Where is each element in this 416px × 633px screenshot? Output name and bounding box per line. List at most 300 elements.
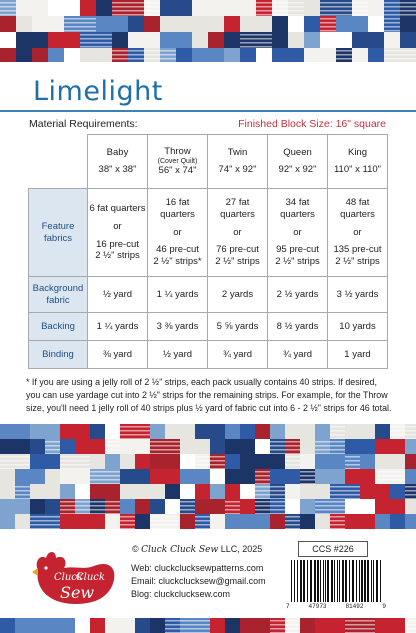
quilt-stripe <box>105 509 120 511</box>
quilt-stripe <box>144 6 160 8</box>
quilt-stripe <box>345 460 360 462</box>
quilt-stripe <box>384 14 400 16</box>
quilt-stripe <box>285 460 300 462</box>
quilt-patch <box>30 439 45 454</box>
quilt-patch <box>192 48 224 62</box>
quilt-patch <box>150 618 165 633</box>
quilt-stripe <box>375 471 405 473</box>
quilt-stripe <box>270 509 285 511</box>
quilt-stripe <box>0 2 16 4</box>
quilt-patch <box>30 499 45 514</box>
quilt-patch <box>60 484 75 499</box>
quilt-stripe <box>120 516 135 518</box>
quilt-stripe <box>0 46 16 48</box>
quilt-patch <box>0 469 15 484</box>
quilt-stripe <box>330 426 345 428</box>
quilt-stripe <box>30 520 60 522</box>
quilt-stripe <box>75 490 90 492</box>
quilt-patch <box>60 424 75 439</box>
quilt-stripe <box>352 14 368 16</box>
column-header-queen: Queen 92" x 92" <box>268 135 328 189</box>
quilt-stripe <box>400 2 416 4</box>
quilt-stripe <box>300 475 315 477</box>
quilt-stripe <box>112 54 128 56</box>
quilt-stripe <box>285 624 300 626</box>
quilt-stripe <box>15 494 30 496</box>
quilt-patch <box>345 514 375 529</box>
quilt-stripe <box>240 46 272 48</box>
quilt-patch <box>45 469 60 484</box>
quilt-stripe <box>112 6 144 8</box>
quilt-stripe <box>315 445 330 447</box>
quilt-stripe <box>285 524 300 526</box>
table-row-binding <box>29 341 388 369</box>
quilt-patch <box>32 48 48 62</box>
backing-cell: 8 ½ yards <box>268 313 328 341</box>
row-label-background: Background fabric <box>29 277 88 313</box>
quilt-stripe <box>225 501 240 503</box>
quilt-stripe <box>90 501 105 503</box>
quilt-patch <box>225 514 240 529</box>
quilt-stripe <box>160 50 176 52</box>
quilt-patch <box>16 48 32 62</box>
quilt-stripe <box>405 426 416 428</box>
quilt-stripe <box>0 6 16 8</box>
barcode-bar <box>339 560 340 602</box>
barcode-bar <box>331 560 333 602</box>
barcode-icon <box>289 560 383 608</box>
quilt-stripe <box>270 628 285 630</box>
barcode-bar <box>307 560 308 602</box>
quilt-patch <box>135 499 150 514</box>
quilt-patch <box>90 618 105 633</box>
feature-cell-queen: 34 fat quarters or 95 pre-cut 2 ½" strips <box>268 189 328 277</box>
quilt-patch <box>105 618 135 633</box>
quilt-patch <box>352 48 368 62</box>
quilt-stripe <box>330 441 345 443</box>
quilt-stripe <box>285 628 300 630</box>
quilt-patch <box>285 424 315 439</box>
quilt-patch <box>256 48 272 62</box>
quilt-stripe <box>120 520 135 522</box>
quilt-patch <box>210 618 225 633</box>
quilt-stripe <box>90 479 120 481</box>
quilt-patch <box>375 499 405 514</box>
blog-link[interactable]: Blog: cluckclucksew.com <box>131 589 231 599</box>
quilt-stripe <box>405 628 416 630</box>
quilt-patch <box>285 484 300 499</box>
quilt-stripe <box>210 460 225 462</box>
background-cell: 1 ¼ yards <box>148 277 208 313</box>
quilt-stripe <box>270 620 285 622</box>
quilt-stripe <box>315 505 345 507</box>
quilt-stripe <box>368 30 384 32</box>
quilt-stripe <box>210 471 225 473</box>
quilt-stripe <box>240 34 272 36</box>
quilt-patch <box>64 48 80 62</box>
quilt-patch <box>288 32 304 48</box>
quilt-stripe <box>105 449 120 451</box>
quilt-patch <box>150 424 165 439</box>
quilt-stripe <box>285 445 300 447</box>
quilt-stripe <box>384 26 400 28</box>
barcode-bar <box>317 560 319 602</box>
quilt-stripe <box>330 449 345 451</box>
quilt-patch <box>80 0 96 16</box>
quilt-stripe <box>368 26 384 28</box>
quilt-stripe <box>384 58 416 60</box>
quilt-stripe <box>180 509 195 511</box>
quilt-patch <box>255 454 285 469</box>
quilt-patch <box>345 424 375 439</box>
quilt-stripe <box>64 22 96 24</box>
material-requirements-label: Material Requirements: <box>29 118 138 130</box>
quilt-stripe <box>315 509 345 511</box>
quilt-stripe <box>288 6 304 8</box>
quilt-patch <box>270 514 285 529</box>
quilt-stripe <box>105 505 120 507</box>
quilt-patch <box>96 0 112 16</box>
barcode-bar <box>356 560 357 602</box>
quilt-stripe <box>320 18 336 20</box>
quilt-stripe <box>270 441 285 443</box>
table-row-backing <box>29 313 388 341</box>
quilt-stripe <box>180 620 210 622</box>
quilt-stripe <box>272 14 288 16</box>
quilt-patch <box>360 484 390 499</box>
barcode-bar <box>337 560 338 602</box>
quilt-stripe <box>405 430 416 432</box>
quilt-stripe <box>0 14 16 16</box>
quilt-patch <box>75 424 90 439</box>
quilt-patch <box>390 484 405 499</box>
column-header-twin: Twin 74" x 92" <box>208 135 268 189</box>
background-cell: 2 ½ yards <box>268 277 328 313</box>
quilt-patch <box>300 499 315 514</box>
barcode-bar <box>359 560 360 602</box>
quilt-patch <box>135 618 150 633</box>
logo-word-3: Sew <box>60 583 95 602</box>
quilt-patch <box>32 16 48 32</box>
quilt-patch <box>180 514 195 529</box>
quilt-stripe <box>180 464 195 466</box>
quilt-stripe <box>195 456 210 458</box>
quilt-stripe <box>255 471 270 473</box>
binding-cell: 1 yard <box>328 341 388 369</box>
quilt-stripe <box>0 10 16 12</box>
quilt-patch <box>315 424 330 439</box>
barcode-bar <box>376 560 378 602</box>
quilt-stripe <box>30 516 60 518</box>
quilt-stripe <box>345 628 375 630</box>
quilt-patch <box>368 32 384 48</box>
quilt-stripe <box>390 430 405 432</box>
quilt-patch <box>352 32 368 48</box>
quilt-stripe <box>60 505 75 507</box>
quilt-stripe <box>180 460 195 462</box>
quilt-stripe <box>15 490 30 492</box>
quilt-stripe <box>0 464 30 466</box>
quilt-stripe <box>225 509 240 511</box>
web-link[interactable]: Web: cluckclucksewpatterns.com <box>131 563 264 573</box>
quilt-stripe <box>165 624 180 626</box>
quilt-stripe <box>345 620 375 622</box>
quilt-patch <box>315 454 345 469</box>
logo-word-2: Cluck <box>76 572 105 583</box>
quilt-patch <box>16 0 48 16</box>
quilt-stripe <box>272 2 288 4</box>
quilt-patch <box>405 499 416 514</box>
quilt-patch <box>368 48 384 62</box>
quilt-stripe <box>320 6 352 8</box>
quilt-patch <box>120 439 150 454</box>
quilt-stripe <box>285 464 300 466</box>
table-row-background <box>29 277 388 313</box>
quilt-patch <box>15 469 45 484</box>
quilt-patch <box>80 48 112 62</box>
quilt-stripe <box>150 524 180 526</box>
quilt-stripe <box>255 501 270 503</box>
quilt-stripe <box>195 464 210 466</box>
quilt-patch <box>224 16 240 32</box>
quilt-stripe <box>320 2 352 4</box>
quilt-stripe <box>195 516 210 518</box>
quilt-stripe <box>64 30 96 32</box>
quilt-stripe <box>80 46 112 48</box>
quilt-stripe <box>120 434 150 436</box>
quilt-stripe <box>285 456 300 458</box>
quilt-stripe <box>30 524 60 526</box>
quilt-stripe <box>300 471 315 473</box>
quilt-stripe <box>0 38 16 40</box>
quilt-patch <box>375 439 405 454</box>
quilt-patch <box>105 454 120 469</box>
background-cell: 3 ½ yards <box>328 277 388 313</box>
quilt-stripe <box>400 14 416 16</box>
quilt-stripe <box>330 434 345 436</box>
quilt-stripe <box>144 58 160 60</box>
quilt-stripe <box>405 624 416 626</box>
quilt-stripe <box>105 501 120 503</box>
contact-info <box>131 562 266 601</box>
barcode-bar <box>342 560 344 602</box>
quilt-stripe <box>60 460 90 462</box>
quilt-stripe <box>405 494 416 496</box>
quilt-stripe <box>160 54 176 56</box>
barcode-bar <box>373 560 374 602</box>
quilt-stripe <box>195 520 210 522</box>
quilt-stripe <box>120 430 150 432</box>
quilt-stripe <box>195 460 210 462</box>
quilt-stripe <box>180 624 210 626</box>
backing-cell: 1 ¼ yards <box>88 313 148 341</box>
quilt-stripe <box>285 449 300 451</box>
background-cell: 2 yards <box>208 277 268 313</box>
quilt-patch <box>240 484 255 499</box>
feature-cell-throw: 16 fat quarters or 46 pre-cut 2 ½" strips* <box>148 189 208 277</box>
quilt-patch <box>315 618 345 633</box>
quilt-stripe <box>240 38 272 40</box>
barcode-bar <box>371 560 372 602</box>
quilt-patch <box>15 618 45 633</box>
quilt-stripe <box>285 441 300 443</box>
quilt-stripe <box>352 2 368 4</box>
quilt-stripe <box>330 490 360 492</box>
quilt-stripe <box>315 441 330 443</box>
table-corner-cell <box>29 135 88 189</box>
barcode-bar <box>349 560 350 602</box>
quilt-patch <box>0 48 16 62</box>
column-header-king: King 110" x 110" <box>328 135 388 189</box>
quilt-stripe <box>150 520 180 522</box>
quilt-patch <box>165 424 195 439</box>
copyright-year: LLC, 2025 <box>220 544 263 554</box>
quilt-stripe <box>255 475 270 477</box>
quilt-stripe <box>390 426 405 428</box>
quilt-patch <box>30 484 60 499</box>
quilt-stripe <box>180 456 195 458</box>
quilt-stripe <box>165 628 180 630</box>
barcode-bar <box>303 560 305 602</box>
quilt-stripe <box>256 2 272 4</box>
quilt-patch <box>0 514 15 529</box>
quilt-stripe <box>180 628 210 630</box>
quilt-patch <box>90 484 120 499</box>
quilt-stripe <box>272 10 288 12</box>
quilt-patch <box>304 48 336 62</box>
quilt-patch <box>225 469 255 484</box>
row-label-binding: Binding <box>29 341 88 369</box>
quilt-band-middle <box>0 424 416 529</box>
quilt-patch <box>135 454 150 469</box>
quilt-stripe <box>288 10 304 12</box>
quilt-stripe <box>384 18 400 20</box>
quilt-patch <box>120 499 135 514</box>
quilt-stripe <box>112 58 128 60</box>
quilt-stripe <box>75 501 90 503</box>
quilt-patch <box>120 484 135 499</box>
quilt-stripe <box>80 34 112 36</box>
row-label-backing: Backing <box>29 313 88 341</box>
quilt-patch <box>135 484 165 499</box>
quilt-patch <box>180 439 210 454</box>
quilt-stripe <box>75 505 90 507</box>
barcode-bar <box>297 560 298 602</box>
quilt-stripe <box>330 516 345 518</box>
quilt-stripe <box>144 50 160 52</box>
quilt-stripe <box>105 445 120 447</box>
quilt-patch <box>315 514 330 529</box>
quilt-stripe <box>45 445 60 447</box>
quilt-stripe <box>255 509 270 511</box>
quilt-patch <box>225 618 240 633</box>
quilt-stripe <box>400 10 416 12</box>
quilt-patch <box>120 469 150 484</box>
quilt-patch <box>150 454 180 469</box>
quilt-stripe <box>255 494 270 496</box>
quilt-stripe <box>384 30 400 32</box>
quilt-stripe <box>75 509 90 511</box>
quilt-stripe <box>0 34 16 36</box>
quilt-patch <box>165 484 180 499</box>
quilt-stripe <box>320 22 336 24</box>
requirements-table <box>28 134 388 369</box>
quilt-patch <box>240 48 256 62</box>
quilt-patch <box>336 16 368 32</box>
barcode-bar <box>291 560 292 602</box>
quilt-stripe <box>0 42 16 44</box>
quilt-patch <box>360 454 375 469</box>
quilt-stripe <box>270 445 285 447</box>
quilt-patch <box>270 469 300 484</box>
quilt-stripe <box>400 6 416 8</box>
quilt-stripe <box>256 6 272 8</box>
quilt-stripe <box>330 486 360 488</box>
quilt-stripe <box>368 22 384 24</box>
quilt-stripe <box>345 624 375 626</box>
quilt-patch <box>225 454 240 469</box>
quilt-stripe <box>345 464 360 466</box>
quilt-stripe <box>225 505 240 507</box>
barcode-bar <box>323 560 324 602</box>
quilt-patch <box>30 454 60 469</box>
feature-cell-baby: 6 fat quarters or 16 pre-cut 2 ½" strips <box>88 189 148 277</box>
quilt-stripe <box>128 58 144 60</box>
pattern-title: Limelight <box>33 76 163 107</box>
barcode-bar <box>300 560 302 602</box>
barcode-bar <box>367 560 369 602</box>
quilt-patch <box>210 439 225 454</box>
quilt-patch <box>240 499 255 514</box>
quilt-patch <box>384 32 400 48</box>
quilt-patch <box>0 16 16 32</box>
quilt-stripe <box>90 475 120 477</box>
quilt-patch <box>375 454 405 469</box>
quilt-patch <box>304 32 320 48</box>
quilt-stripe <box>285 520 300 522</box>
quilt-patch <box>288 16 304 32</box>
barcode-bar <box>325 560 326 602</box>
quilt-stripe <box>330 494 360 496</box>
quilt-patch <box>180 469 210 484</box>
quilt-patch <box>225 484 240 499</box>
quilt-stripe <box>128 54 144 56</box>
barcode-bar <box>345 560 347 602</box>
quilt-stripe <box>320 26 336 28</box>
backing-cell: 5 ⅝ yards <box>208 313 268 341</box>
quilt-stripe <box>405 620 416 622</box>
logo-word-1: Cluck <box>54 572 83 583</box>
quilt-stripe <box>330 524 345 526</box>
quilt-patch <box>240 514 270 529</box>
quilt-stripe <box>270 490 285 492</box>
column-header-baby: Baby 38" x 38" <box>88 135 148 189</box>
quilt-stripe <box>60 456 90 458</box>
quilt-patch <box>375 424 390 439</box>
quilt-patch <box>16 32 32 48</box>
quilt-stripe <box>352 10 368 12</box>
quilt-patch <box>60 439 75 454</box>
quilt-patch <box>272 32 288 48</box>
quilt-stripe <box>270 449 285 451</box>
quilt-stripe <box>285 620 300 622</box>
sku-badge: CCS #226 <box>298 541 368 557</box>
quilt-patch <box>180 484 195 499</box>
quilt-patch <box>48 48 64 62</box>
quilt-patch <box>375 618 405 633</box>
quilt-patch <box>368 0 384 16</box>
email-link[interactable]: Email: cluckclucksew@gmail.com <box>131 576 266 586</box>
